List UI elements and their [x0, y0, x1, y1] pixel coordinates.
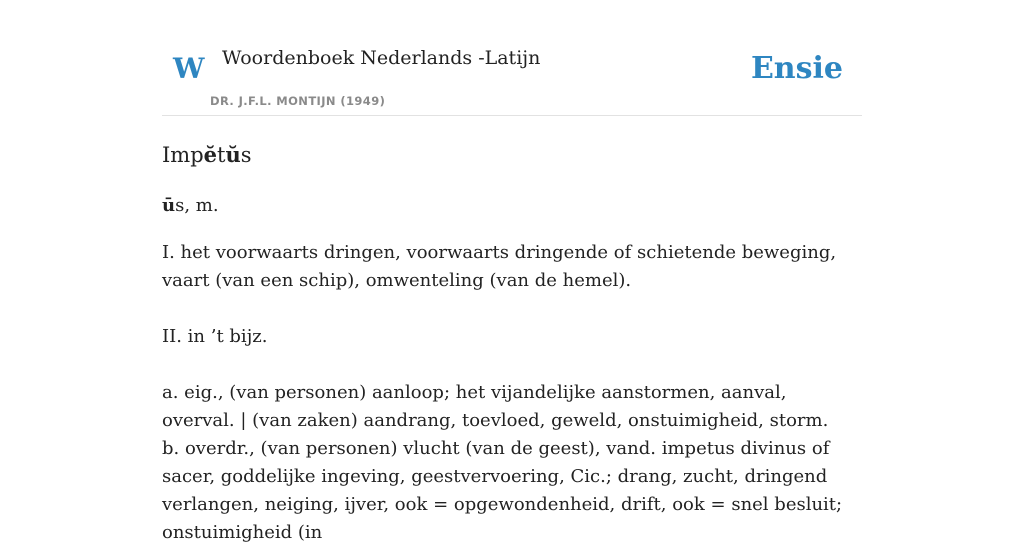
- headword-part: t: [217, 143, 226, 167]
- entry-headword: [162, 140, 252, 170]
- page: [162, 0, 862, 543]
- dictionary-title[interactable]: Woordenboek Nederlands -Latijn: [222, 47, 541, 69]
- headword-part-bold: ĕ: [203, 142, 218, 167]
- entry-definition: [162, 239, 864, 547]
- dictionary-header: [162, 0, 862, 116]
- paragraph-gap: [162, 295, 864, 323]
- dictionary-author: DR. J.F.L. MONTIJN (1949): [210, 94, 386, 108]
- headword-part: Imp: [162, 143, 204, 167]
- entry-grammar: [162, 192, 219, 220]
- grammar-part: s, m.: [175, 195, 219, 216]
- definition-line: a. eig., (van personen) aanloop; het vijandelijke aanstormen, aanval, overval. | (van zaken) aandrang, toevloed, geweld, onstuimigheid, storm.: [162, 382, 829, 431]
- grammar-part-bold: ū: [162, 195, 176, 216]
- definition-line: II. in ’t bijz.: [162, 326, 268, 347]
- headword-part-bold: ŭ: [225, 142, 241, 167]
- headword-part: s: [240, 143, 252, 167]
- paragraph-gap: [162, 351, 864, 379]
- definition-line: b. overdr., (van personen) vlucht (van de geest), vand. impetus divinus of sacer, goddelijke ingeving, geestvervoering, Cic.; drang, zucht, dringend verlangen, neiging, ijver, ook = opgewondenheid, drift, ook = snel besluit; onstuimigheid (in: [162, 438, 843, 543]
- dictionary-logo[interactable]: W: [173, 52, 205, 85]
- definition-line: I. het voorwaarts dringen, voorwaarts dringende of schietende beweging, vaart (van een schip), omwenteling (van de hemel).: [162, 242, 837, 291]
- ensie-logo-link[interactable]: Ensie: [750, 51, 843, 86]
